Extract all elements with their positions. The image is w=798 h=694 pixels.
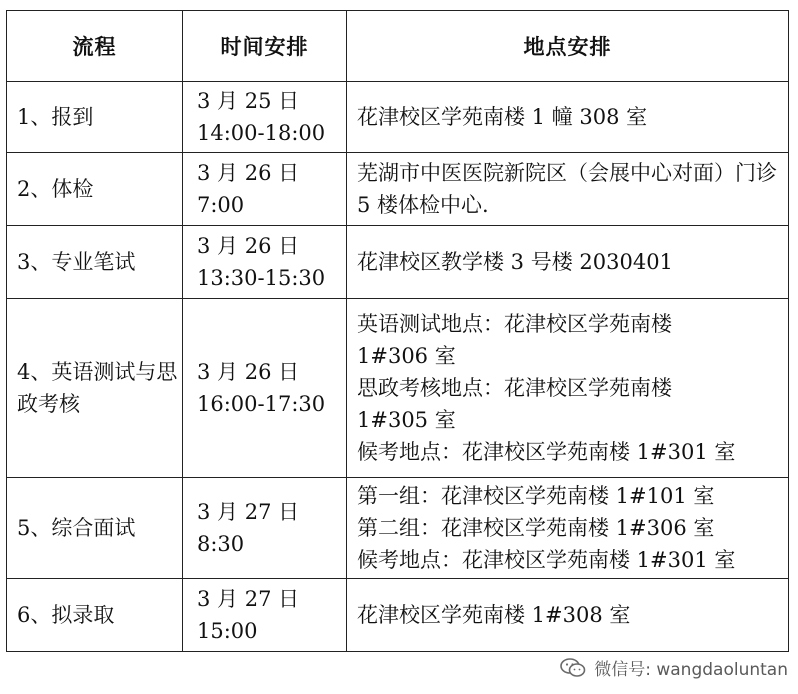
location-cell: [347, 478, 789, 579]
step-label: 3、专业笔试: [17, 250, 136, 274]
location-line: 候考地点：花津校区学苑南楼 1#301 室: [357, 548, 736, 572]
step-label: 5、综合面试: [17, 516, 136, 540]
time-cell: [183, 579, 347, 652]
header-step: 流程: [7, 11, 183, 82]
step-cell: [7, 478, 183, 579]
time-cell: [183, 299, 347, 478]
wechat-watermark: [560, 655, 788, 680]
location-cell: [347, 579, 789, 652]
location-line: 思政考核地点：花津校区学苑南楼: [357, 376, 672, 400]
step-cell: [7, 579, 183, 652]
step-label: 6、拟录取: [17, 603, 115, 627]
location-line: 第二组：花津校区学苑南楼 1#306 室: [357, 516, 715, 540]
location-line: 候考地点：花津校区学苑南楼 1#301 室: [357, 440, 736, 464]
table-row: [7, 82, 789, 153]
time-date: 3 月 25 日: [197, 89, 300, 113]
time-date: 3 月 27 日: [197, 587, 300, 611]
time-range: 7:00: [197, 193, 245, 217]
header-time: 时间安排: [183, 11, 347, 82]
step-cell: [7, 82, 183, 153]
table-row: [7, 579, 789, 652]
time-cell: [183, 478, 347, 579]
location-line: 芜湖市中医医院新院区（会展中心对面）门诊 5 楼体检中心.: [357, 161, 777, 217]
header-row: [7, 11, 789, 82]
step-cell: [7, 226, 183, 299]
time-range: 15:00: [197, 619, 258, 643]
time-date: 3 月 27 日: [197, 500, 300, 524]
table-row: [7, 153, 789, 226]
schedule-table: [6, 10, 789, 652]
location-cell: [347, 82, 789, 153]
location-line: 英语测试地点：花津校区学苑南楼: [357, 312, 672, 336]
location-line: 花津校区教学楼 3 号楼 2030401: [357, 250, 673, 274]
header-location: 地点安排: [347, 11, 789, 82]
location-line: 1#305 室: [357, 408, 456, 432]
time-range: 13:30-15:30: [197, 266, 326, 290]
location-cell: [347, 153, 789, 226]
table-row: [7, 226, 789, 299]
time-cell: [183, 153, 347, 226]
time-cell: [183, 226, 347, 299]
wechat-id-text: 微信号: wangdaoluntan: [594, 660, 788, 680]
step-cell: [7, 299, 183, 478]
step-label: 4、英语测试与思政考核: [17, 360, 178, 416]
location-line: 1#306 室: [357, 344, 456, 368]
location-line: 花津校区学苑南楼 1#308 室: [357, 603, 631, 627]
location-line: 第一组：花津校区学苑南楼 1#101 室: [357, 484, 715, 508]
time-range: 16:00-17:30: [197, 392, 326, 416]
location-cell: [347, 226, 789, 299]
time-range: 14:00-18:00: [197, 121, 326, 145]
location-line: 花津校区学苑南楼 1 幢 308 室: [357, 105, 648, 129]
time-range: 8:30: [197, 532, 245, 556]
wechat-icon: [560, 658, 586, 678]
time-date: 3 月 26 日: [197, 360, 300, 384]
time-date: 3 月 26 日: [197, 234, 300, 258]
location-cell: [347, 299, 789, 478]
step-label: 2、体检: [17, 177, 94, 201]
time-cell: [183, 82, 347, 153]
step-label: 1、报到: [17, 105, 94, 129]
table-row: [7, 478, 789, 579]
time-date: 3 月 26 日: [197, 161, 300, 185]
table-row: [7, 299, 789, 478]
step-cell: [7, 153, 183, 226]
